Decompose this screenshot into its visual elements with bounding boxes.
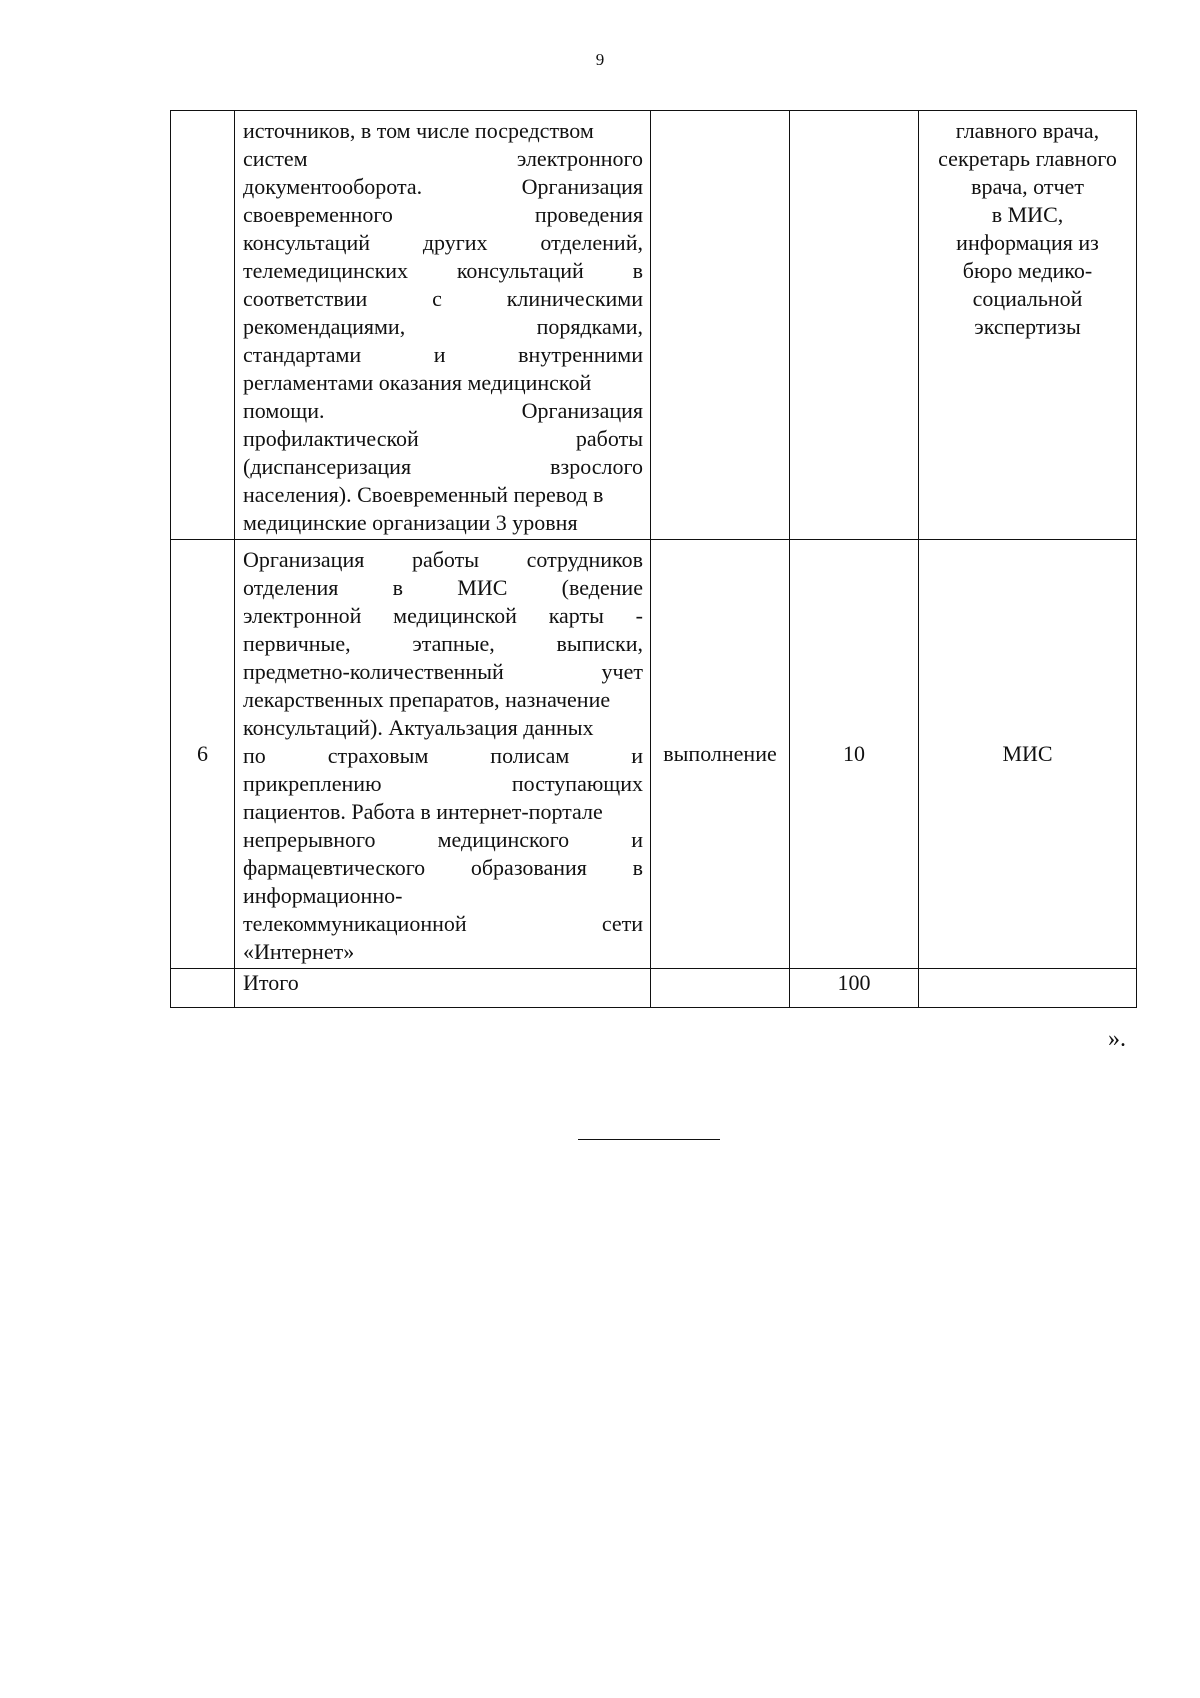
description-word: непрерывного <box>243 827 376 852</box>
description-line <box>243 425 643 453</box>
description-word: «Интернет» <box>243 939 355 964</box>
description-word: консультаций). Актуальзация данных <box>243 715 594 740</box>
description-word: учет <box>601 659 643 684</box>
description-line <box>243 117 643 145</box>
description-line <box>243 658 643 686</box>
description-word: Организация <box>521 174 643 199</box>
cell-criterion: выполнение <box>651 540 790 969</box>
cell-score: 10 <box>790 540 919 969</box>
description-word: Организация <box>243 547 365 572</box>
description-word: лекарственных препаратов, назначение <box>243 687 611 712</box>
description-line <box>243 229 643 257</box>
source-line: бюро медико- <box>962 258 1093 283</box>
description-word: профилактической <box>243 426 419 451</box>
description-word: образования <box>470 855 587 880</box>
table-row-6 <box>171 540 1137 969</box>
cell-number <box>171 969 235 1008</box>
cell-criterion <box>651 969 790 1008</box>
description-word: прикреплению <box>243 771 382 796</box>
description-line <box>243 910 643 938</box>
description-line <box>243 257 643 285</box>
description-line <box>243 397 643 425</box>
description-word: взрослого <box>550 454 643 479</box>
description-word: поступающих <box>511 771 643 796</box>
description-line <box>243 453 643 481</box>
description-word: проведения <box>534 202 643 227</box>
description-line <box>243 882 643 910</box>
description-word: фармацевтического <box>243 855 426 880</box>
description-word: клиническими <box>506 286 643 311</box>
source-line: врача, отчет <box>971 174 1084 199</box>
description-word: полисам <box>490 743 570 768</box>
description-word: электронного <box>516 146 643 171</box>
description-word: телемедицинских <box>243 258 409 283</box>
description-line <box>243 313 643 341</box>
criteria-table <box>170 110 1137 1008</box>
description-word: систем <box>243 146 308 171</box>
cell-source: МИС <box>919 540 1137 969</box>
description-word: страховым <box>327 743 429 768</box>
description-word: рекомендациями, <box>243 314 406 339</box>
description-word: медицинской <box>393 603 517 628</box>
source-line: в МИС, <box>991 202 1064 227</box>
description-line <box>243 285 643 313</box>
description-word: пациентов. Работа в интернет-портале <box>243 799 603 824</box>
description-word: (ведение <box>561 575 643 600</box>
closing-quote: ». <box>1108 1026 1126 1052</box>
description-line <box>243 686 643 714</box>
source-line: секретарь главного <box>938 146 1117 171</box>
description-word: документооборота. <box>243 174 423 199</box>
description-word: регламентами оказания медицинской <box>243 370 592 395</box>
total-label: Итого <box>235 969 651 1008</box>
description-line <box>243 630 643 658</box>
description-word: этапные, <box>412 631 495 656</box>
description-word: стандартами <box>243 342 362 367</box>
description-word: и <box>631 827 643 852</box>
description-word: карты <box>548 603 604 628</box>
description-word: консультаций <box>456 258 584 283</box>
description-word: работы <box>575 426 643 451</box>
description-word: других <box>422 230 488 255</box>
source-line: главного врача, <box>955 118 1100 143</box>
description-line <box>243 826 643 854</box>
description-word: электронной <box>243 603 362 628</box>
description-word: сотрудников <box>526 547 643 572</box>
cell-criterion <box>651 111 790 540</box>
total-score: 100 <box>790 969 919 1008</box>
cell-number: 6 <box>171 540 235 969</box>
description-word: с <box>432 286 442 311</box>
description-line <box>243 173 643 201</box>
description-word: первичные, <box>243 631 351 656</box>
page-number: 9 <box>595 50 605 69</box>
description-word: своевременного <box>243 202 393 227</box>
description-line <box>243 742 643 770</box>
table-row-total <box>171 969 1137 1008</box>
description-word: МИС <box>457 575 508 600</box>
description-line <box>243 714 643 742</box>
end-separator-line <box>578 1139 720 1140</box>
description-word: в <box>632 258 643 283</box>
cell-source <box>919 111 1137 540</box>
description-line <box>243 938 643 966</box>
description-word: населения). Своевременный перевод в <box>243 482 604 507</box>
description-line <box>243 481 643 509</box>
description-word: источников, в том числе посредством <box>243 118 594 143</box>
description-word: и <box>631 743 643 768</box>
description-word: отделений, <box>540 230 643 255</box>
description-line <box>243 509 643 537</box>
cell-source <box>919 969 1137 1008</box>
description-word: внутренними <box>518 342 643 367</box>
description-word: сети <box>601 911 643 936</box>
description-line <box>243 798 643 826</box>
description-word: в <box>392 575 404 600</box>
description-line <box>243 546 643 574</box>
table-row-continuation <box>171 111 1137 540</box>
description-word: порядками, <box>536 314 643 339</box>
description-line <box>243 574 643 602</box>
source-line: социальной <box>972 286 1083 311</box>
description-word: телекоммуникационной <box>243 911 467 936</box>
description-word: медицинского <box>437 827 570 852</box>
description-word: помощи. <box>243 398 325 423</box>
description-word: (диспансеризация <box>243 454 412 479</box>
description-word: соответствии <box>243 286 368 311</box>
description-word: Организация <box>521 398 643 423</box>
description-word: работы <box>411 547 480 572</box>
source-line: информация из <box>956 230 1099 255</box>
description-word: консультаций <box>243 230 370 255</box>
description-line <box>243 854 643 882</box>
description-word: в <box>632 855 643 880</box>
description-word: по <box>243 743 266 768</box>
description-word: медицинские организации 3 уровня <box>243 510 578 535</box>
description-line <box>243 201 643 229</box>
cell-description <box>235 540 651 969</box>
description-line <box>243 145 643 173</box>
description-line <box>243 770 643 798</box>
cell-description <box>235 111 651 540</box>
description-word: отделения <box>243 575 339 600</box>
description-word: предметно-количественный <box>243 659 504 684</box>
description-word: выписки, <box>556 631 643 656</box>
cell-score <box>790 111 919 540</box>
description-line <box>243 369 643 397</box>
description-word: - <box>635 603 643 628</box>
source-line: экспертизы <box>974 314 1081 339</box>
cell-number <box>171 111 235 540</box>
description-line <box>243 341 643 369</box>
description-word: и <box>433 342 446 367</box>
description-word: информационно- <box>243 883 403 908</box>
description-line <box>243 602 643 630</box>
